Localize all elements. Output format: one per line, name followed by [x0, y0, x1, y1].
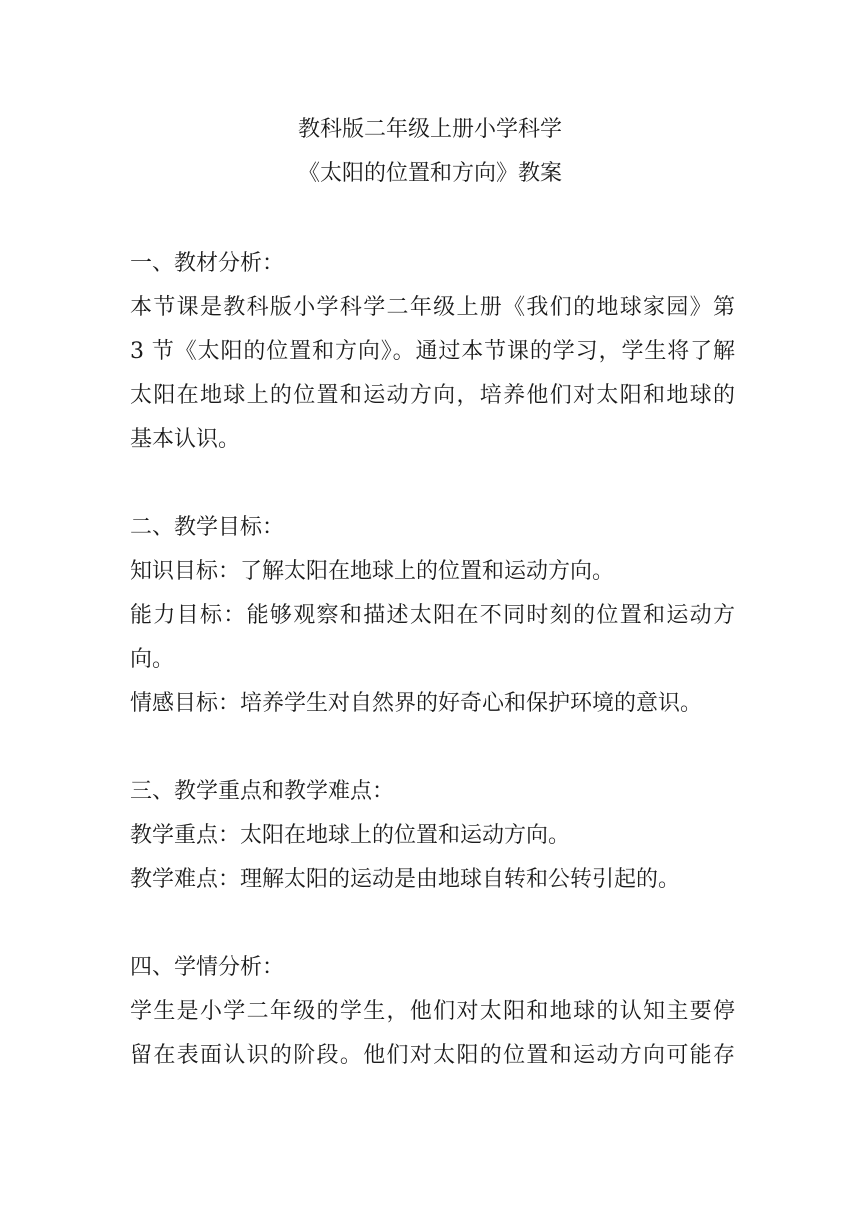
section-spacer — [130, 462, 735, 506]
paragraph-line: 太阳在地球上的位置和运动方向，培养他们对太阳和地球的 — [130, 383, 735, 408]
paragraph-line: 基本认识。 — [130, 427, 241, 452]
document-body — [130, 242, 735, 1078]
paragraph-line: 留在表面认识的阶段。他们对太阳的位置和运动方向可能存 — [130, 1043, 735, 1068]
paragraph-line: 能力目标：能够观察和描述太阳在不同时刻的位置和运动方 — [130, 603, 735, 628]
section-heading: 一、教材分析： — [130, 251, 285, 276]
title-line-1: 教科版二年级上册小学科学 — [297, 117, 562, 142]
paragraph-line: 学生是小学二年级的学生，他们对太阳和地球的认知主要停 — [130, 999, 735, 1024]
section-spacer — [130, 726, 735, 770]
document-title — [0, 108, 860, 196]
section-heading: 三、教学重点和教学难点： — [130, 779, 395, 804]
paragraph-line: 3 节《太阳的位置和方向》。通过本节课的学习，学生将了解 — [130, 339, 735, 364]
paragraph-line: 向。 — [130, 647, 175, 672]
paragraph-line: 情感目标：培养学生对自然界的好奇心和保护环境的意识。 — [130, 691, 703, 716]
paragraph-line: 教学难点：理解太阳的运动是由地球自转和公转引起的。 — [130, 867, 681, 892]
section-heading: 四、学情分析： — [130, 955, 285, 980]
paragraph-line: 本节课是教科版小学科学二年级上册《我们的地球家园》第 — [130, 295, 735, 320]
paragraph-line: 教学重点：太阳在地球上的位置和运动方向。 — [130, 823, 571, 848]
title-line-2: 《太阳的位置和方向》教案 — [297, 161, 562, 186]
paragraph-line: 知识目标：了解太阳在地球上的位置和运动方向。 — [130, 559, 615, 584]
section-spacer — [130, 902, 735, 946]
section-heading: 二、教学目标： — [130, 515, 285, 540]
